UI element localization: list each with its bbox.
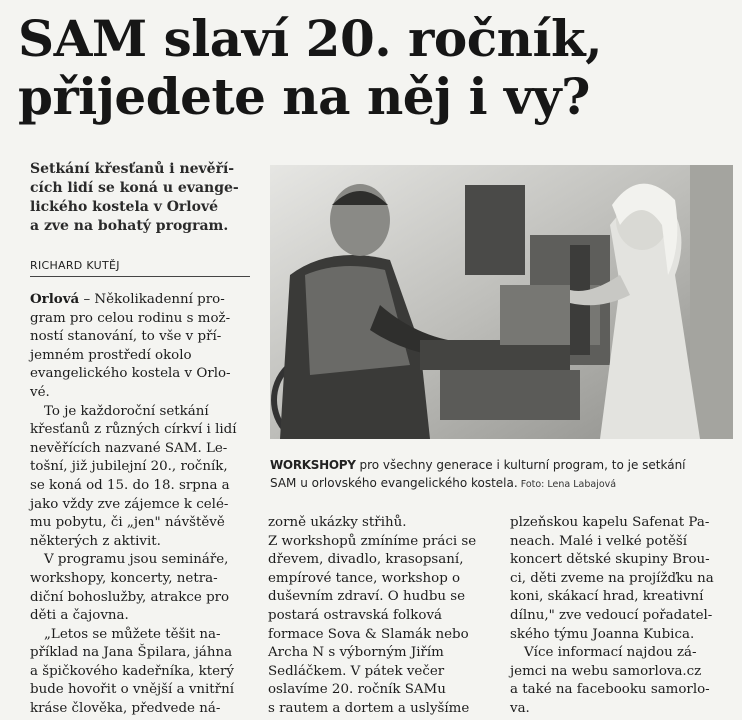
text-line: a také na facebooku samorlo-	[510, 682, 710, 698]
caption-kicker: WORKSHOPY	[270, 458, 356, 472]
text-line: V programu jsou semináře,	[44, 552, 229, 568]
text-line: plzeňskou kapelu Safenat Pa-	[510, 515, 710, 530]
text-fragment: – Několikadenní pro-	[79, 292, 225, 307]
text-line: postará ostravská folková	[268, 607, 443, 623]
text-line: dílnu," zve vedoucí pořadatel-	[510, 607, 713, 623]
text-line: oslavíme 20. ročník SAMu	[268, 682, 446, 698]
text-line: zorně ukázky střihů.	[268, 515, 407, 530]
text-line: křesťanů z různých církví i lidí	[30, 422, 237, 438]
caption-text: pro všechny generace i kulturní program, to je setkání	[355, 458, 686, 472]
text-line: bude hovořit o vnější a vnitřní	[30, 682, 234, 698]
text-line: nevěřících nazvané SAM. Le-	[30, 440, 228, 456]
text-line: tošní, již jubilejní 20., ročník,	[30, 459, 228, 475]
text-line: neach. Malé i velké potěší	[510, 533, 688, 549]
article-column-1	[30, 290, 270, 719]
text-line: workshopy, koncerty, netra-	[30, 570, 218, 586]
workshop-photo-icon	[270, 165, 733, 439]
text-line: ci, děti zveme na projížďku na	[510, 570, 714, 586]
caption-text: SAM u orlovského evangelického kostela.	[270, 476, 518, 490]
text-line: Sedláčkem. V pátek večer	[268, 663, 445, 679]
text-line: Archa N s výborným Jiřím	[268, 645, 444, 661]
text-line: empírové tance, workshop o	[268, 570, 461, 586]
byline: RICHARD KUTĚJ	[30, 259, 120, 272]
text-line: a špičkového kadeřníka, který	[30, 663, 234, 679]
byline-divider	[30, 276, 250, 277]
photo-credit: Foto: Lena Labajová	[517, 479, 617, 490]
workshop-photo	[270, 165, 733, 439]
lead-line: lického kostela v Orlové	[30, 199, 218, 215]
text-line	[30, 290, 270, 310]
text-line: ností stanování, to vše v pří-	[30, 329, 222, 345]
headline-line-2: přijedete na něj i vy?	[18, 67, 590, 126]
text-line: Více informací najdou zá-	[524, 645, 697, 661]
lead-paragraph	[30, 160, 268, 236]
text-line: mu pobytu, či „jen" návštěvě	[30, 515, 225, 531]
text-line: koncert dětské skupiny Brou-	[510, 552, 710, 568]
text-line: kráse člověka, předvede ná-	[30, 701, 221, 717]
text-line: gram pro celou rodinu s mož-	[30, 310, 231, 326]
text-line: „Letos se můžete těšit na-	[44, 626, 221, 642]
article-column-2	[268, 514, 493, 719]
text-line: jemném prostředí okolo	[30, 347, 192, 363]
lead-line: a zve na bohatý program.	[30, 218, 229, 234]
text-line: jako vždy zve zájemce k celé-	[30, 496, 229, 512]
lead-line: Setkání křesťanů i nevěří-	[30, 161, 235, 177]
text-line: formace Sova & Slamák nebo	[268, 626, 469, 642]
text-line: děti a čajovna.	[30, 608, 129, 624]
text-line: va.	[510, 700, 530, 716]
dateline: Orlová	[30, 291, 80, 307]
text-line: s rautem a dortem a uslyšíme	[268, 700, 470, 716]
text-line: dřevem, divadlo, krasopsaní,	[268, 552, 464, 568]
headline-line-1: SAM slaví 20. ročník,	[18, 9, 603, 68]
text-line: koni, skákací hrad, kreativní	[510, 589, 704, 605]
text-line: To je každoroční setkání	[44, 403, 209, 419]
text-line: evangelického kostela v Orlo-	[30, 366, 231, 382]
text-line: jemci na webu samorlova.cz	[510, 663, 702, 679]
text-line: se koná od 15. do 18. srpna a	[30, 477, 230, 493]
text-line: některých z aktivit.	[30, 533, 161, 549]
text-line: příklad na Jana Špilara, jáhna	[30, 645, 233, 661]
text-line: Z workshopů zmíníme práci se	[268, 533, 477, 549]
photo-caption	[270, 456, 735, 494]
text-line: ského týmu Joanna Kubica.	[510, 626, 695, 642]
article-column-3	[510, 514, 735, 719]
headline	[18, 10, 733, 126]
text-line: diční bohoslužby, atrakce pro	[30, 589, 230, 605]
caption-line	[270, 474, 735, 494]
caption-line	[270, 456, 735, 474]
lead-line: cích lidí se koná u evange-	[30, 180, 239, 196]
text-line: vé.	[30, 384, 50, 400]
text-line: duševním zdraví. O hudbu se	[268, 589, 466, 605]
